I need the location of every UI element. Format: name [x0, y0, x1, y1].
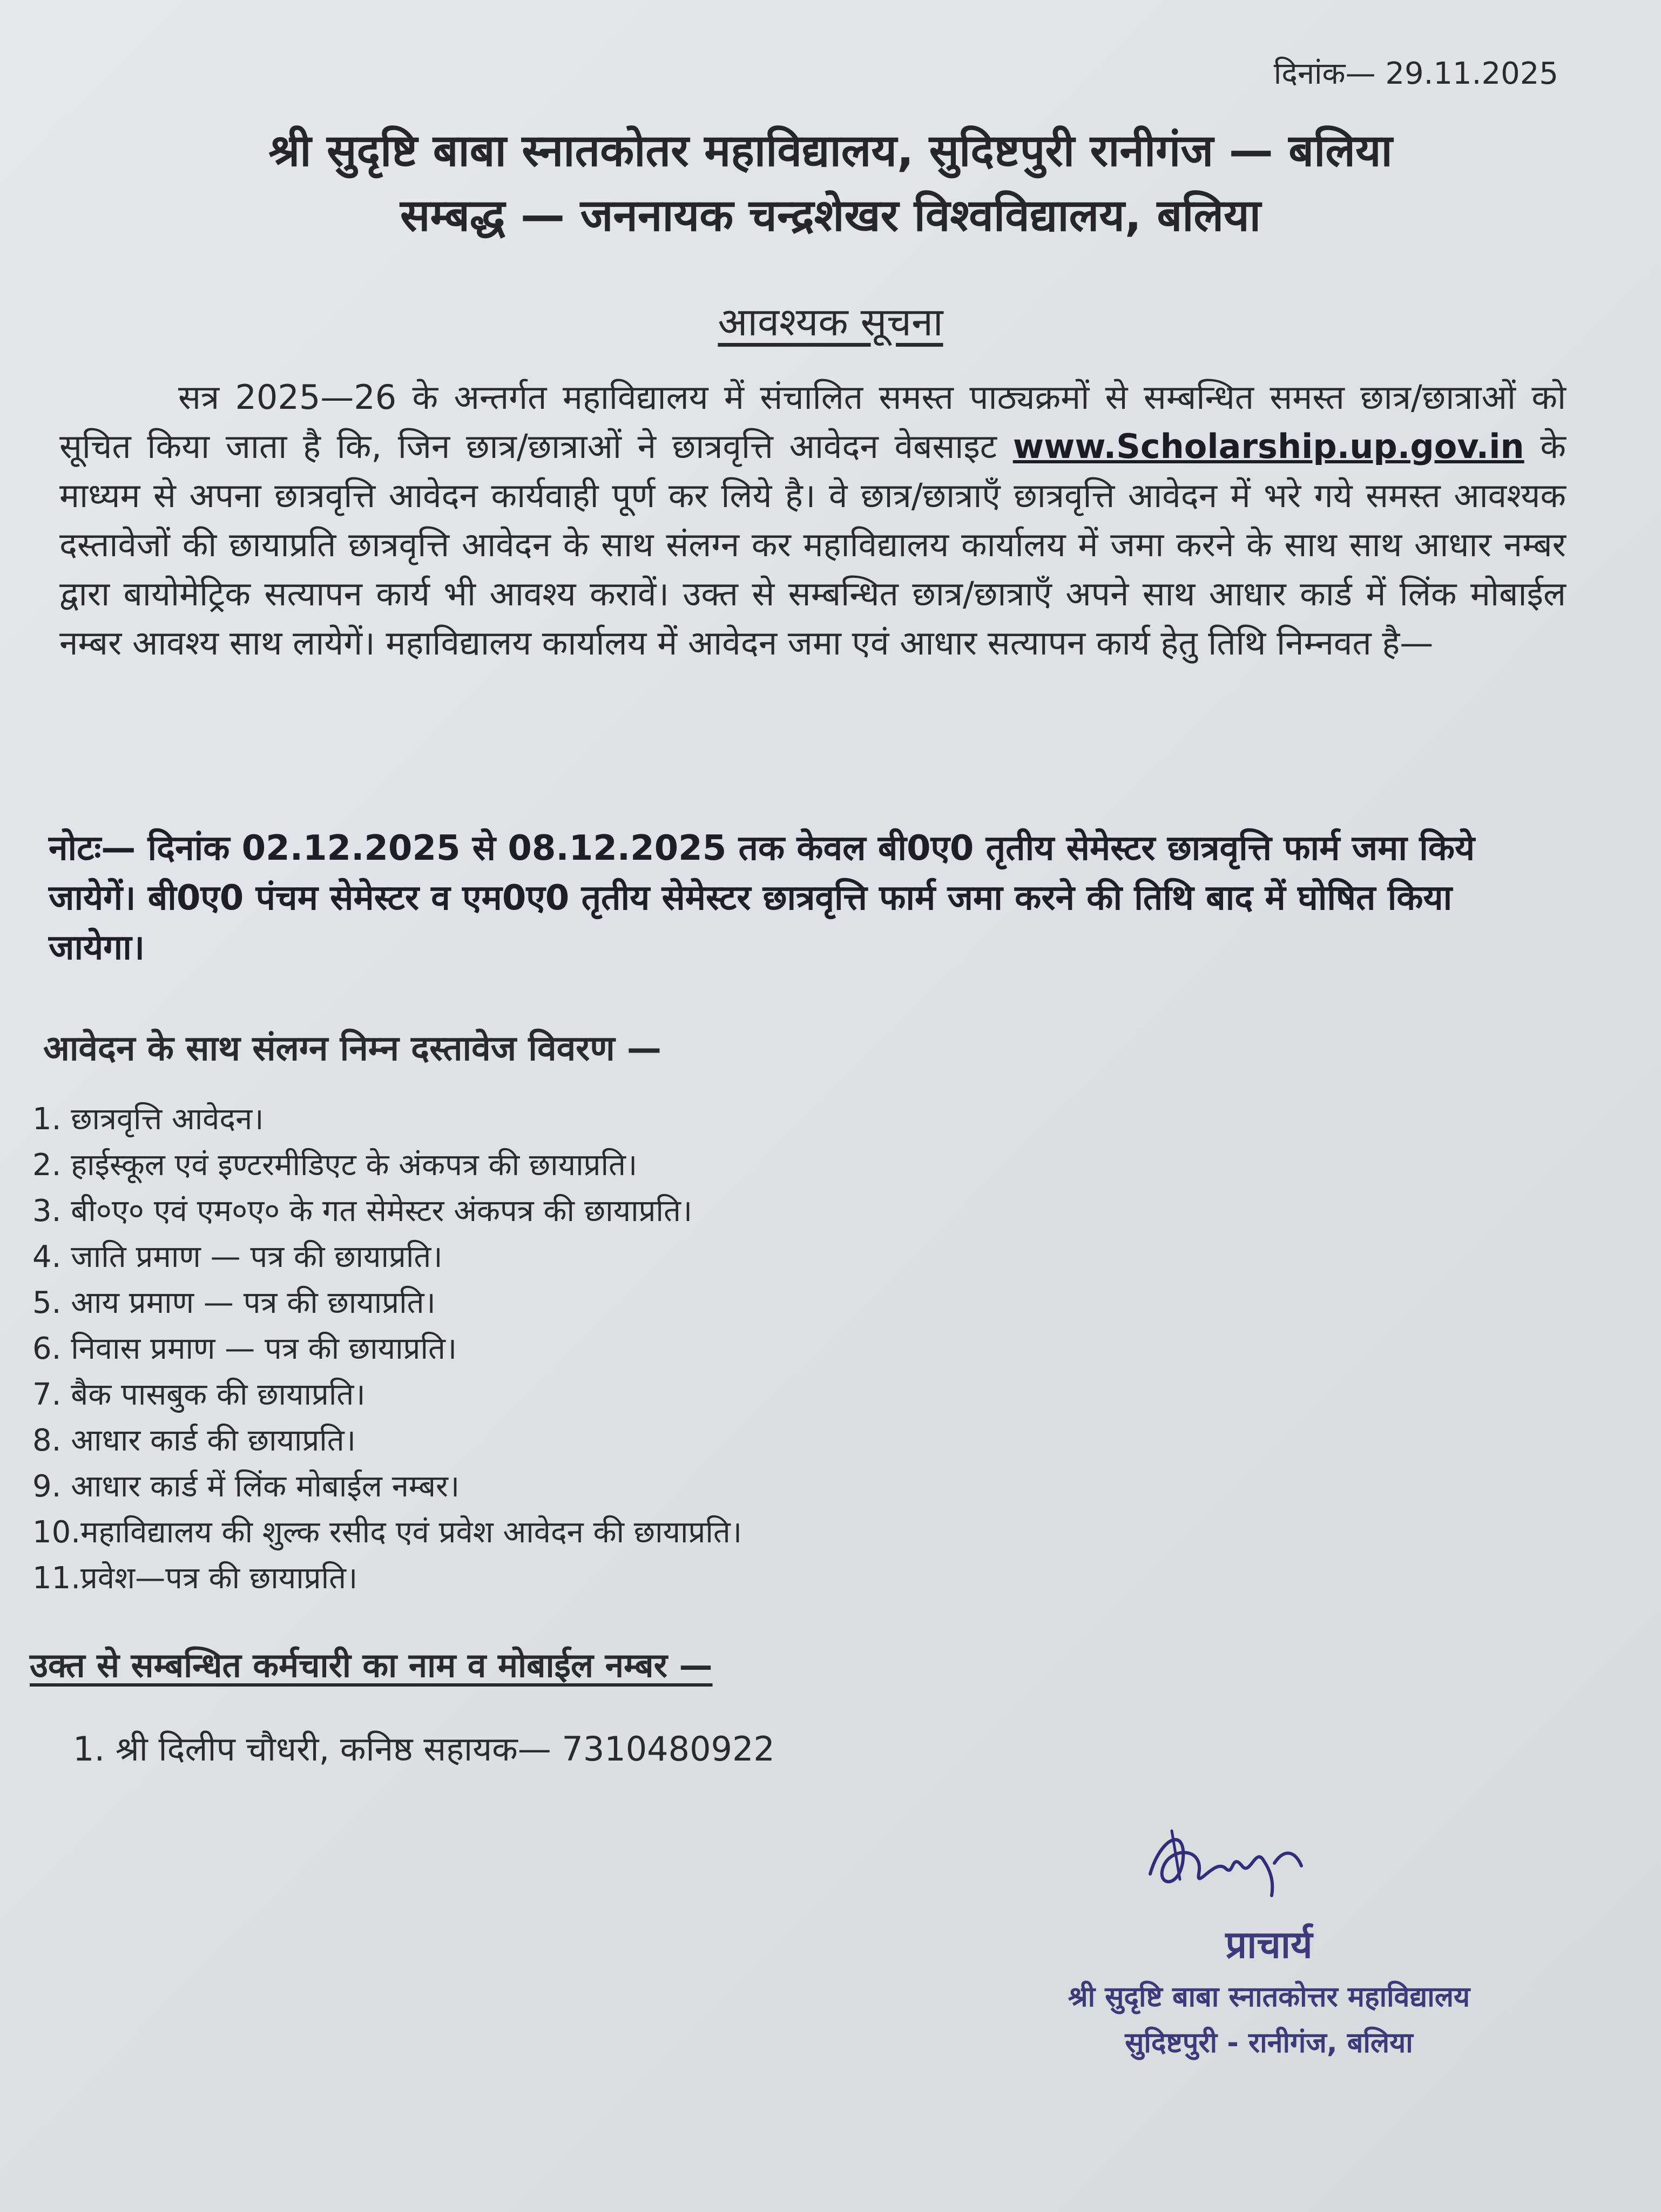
staff-heading: उक्त से सम्बन्धित कर्मचारी का नाम व मोबाईल नम्बर — [30, 1645, 713, 1685]
list-item: 6. निवास प्रमाण — पत्र की छायाप्रति। [32, 1331, 457, 1366]
documents-list [32, 1096, 742, 1601]
university-affiliation: सम्बद्ध — जननायक चन्द्रशेखर विश्वविद्यालय, बलिया [400, 190, 1261, 241]
staff-contact: 1. श्री दिलीप चौधरी, कनिष्ठ सहायक— 7310480922 [73, 1729, 775, 1769]
list-item: 10.महाविद्यालय की शुल्क रसीद एवं प्रवेश आवेदन की छायाप्रति। [32, 1515, 742, 1550]
stamp-college-address: सुदिष्टपुरी - रानीगंज, बलिया [1125, 2027, 1413, 2059]
documents-heading: आवेदन के साथ संलग्न निम्न दस्तावेज विवरण — [43, 1029, 661, 1069]
body-text-part1: सत्र 2025—26 के अन्तर्गत महाविद्यालय में संचालित समस्त पाठ्यक्रमों से सम्बन्धित समस्त छात्र/छात्राओं को सूचित किया जाता है कि, जिन छात्र/छात्राओं ने छात्रवृत्ति आवेदन वेबसाइट [59, 377, 1566, 466]
list-item: 9. आधार कार्ड में लिंक मोबाईल नम्बर। [32, 1469, 460, 1504]
principal-title: प्राचार्य [1225, 1923, 1313, 1967]
list-item: 7. बैक पासबुक की छायाप्रति। [32, 1377, 366, 1412]
list-item: 11.प्रवेश—पत्र की छायाप्रति। [32, 1561, 358, 1596]
college-name: श्री सुदृष्टि बाबा स्नातकोतर महाविद्यालय, सुदिष्टपुरी रानीगंज — बलिया [268, 125, 1393, 177]
notice-title: आवश्यक सूचना [718, 299, 943, 345]
list-item: 2. हाईस्कूल एवं इण्टरमीडिएट के अंकपत्र की छायाप्रति। [32, 1148, 638, 1183]
stamp-college-name: श्री सुदृष्टि बाबा स्नातकोत्तर महाविद्यालय [1068, 1981, 1470, 2013]
body-text-part2: के माध्यम से अपना छात्रवृत्ति आवेदन कार्यवाही पूर्ण कर लिये है। वे छात्र/छात्राएँ छात्रवृत्ति आवेदन में भरे गये समस्त आवश्यक दस्तावेजों की छायाप्रति छात्रवृत्ति आवेदन के साथ संलग्न कर महाविद्यालय कार्यालय में जमा करने के साथ साथ आधार नम्बर द्वारा बायोमेट्रिक सत्यापन कार्य भी आवश्य करावें। उक्त से सम्बन्धित छात्र/छात्राएँ अपने साथ आधार कार्ड में लिंक मोबाईल नम्बर आवश्य साथ लायेगें। महाविद्यालय कार्यालय में आवेदन जमा एवं आधार सत्यापन कार्य हेतु तिथि निम्नवत है— [59, 427, 1566, 663]
college-header [0, 119, 1661, 248]
notice-date: दिनांक— 29.11.2025 [1273, 56, 1558, 91]
list-item: 5. आय प्रमाण — पत्र की छायाप्रति। [32, 1285, 436, 1320]
list-item: 4. जाति प्रमाण — पत्र की छायाप्रति। [32, 1239, 443, 1274]
list-item: 1. छात्रवृत्ति आवेदन। [32, 1102, 264, 1137]
notice-body [59, 373, 1566, 667]
list-item: 3. बी०ए० एवं एम०ए० के गत सेमेस्टर अंकपत्र की छायाप्रति। [32, 1193, 693, 1229]
list-item: 8. आधार कार्ड की छायाप्रति। [32, 1423, 356, 1458]
principal-signature-icon [1139, 1815, 1312, 1906]
important-note: नोटः— दिनांक 02.12.2025 से 08.12.2025 तक केवल बी0ए0 तृतीय सेमेस्टर छात्रवृत्ति फार्म जमा किये जायेगें। बी0ए0 पंचम सेमेस्टर व एम0ए0 तृतीय सेमेस्टर छात्रवृत्ति फार्म जमा करने की तिथि बाद में घोषित किया जायेगा। [49, 828, 1475, 968]
scholarship-website-link[interactable]: www.Scholarship.up.gov.in [1012, 427, 1524, 466]
